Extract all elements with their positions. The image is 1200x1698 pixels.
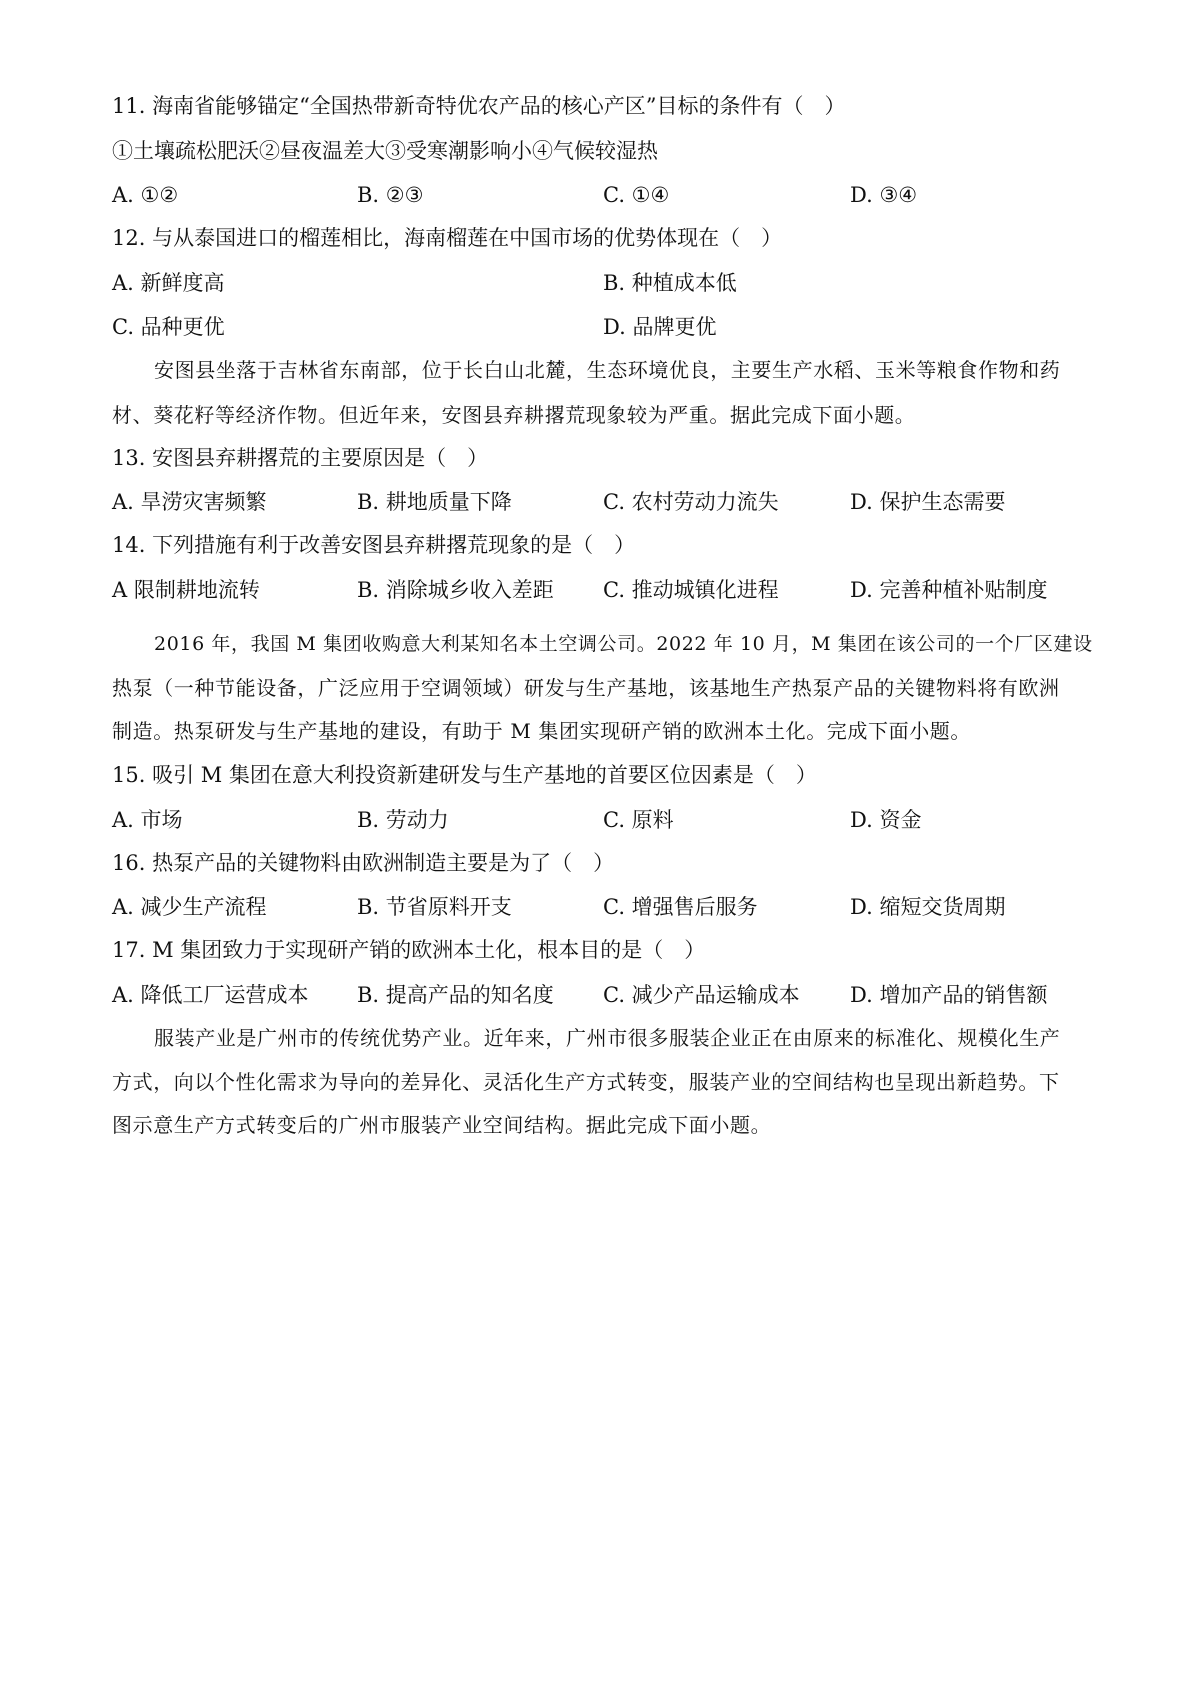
q14-option-a: A 限制耕地流转 bbox=[112, 578, 260, 602]
q13-option-a: A. 旱涝灾害频繁 bbox=[112, 490, 267, 514]
q12-option-a: A. 新鲜度高 bbox=[112, 271, 225, 295]
q13-stem: 13. 安图县弃耕撂荒的主要原因是（ ） bbox=[112, 446, 489, 470]
q16-option-a: A. 减少生产流程 bbox=[112, 895, 267, 919]
q17-option-b: B. 提高产品的知名度 bbox=[357, 983, 554, 1007]
q16-option-d: D. 缩短交货周期 bbox=[850, 895, 1006, 919]
passage-m-line-3: 制造。热泵研发与生产基地的建设，有助于 M 集团实现研产销的欧洲本土化。完成下面小题。 bbox=[112, 719, 971, 743]
passage-gz-line-1: 服装产业是广州市的传统优势产业。近年来，广州市很多服装企业正在由原来的标准化、规模化生产 bbox=[154, 1026, 1061, 1050]
q17-option-a: A. 降低工厂运营成本 bbox=[112, 983, 309, 1007]
q15-option-d: D. 资金 bbox=[850, 808, 922, 832]
q12-option-c: C. 品种更优 bbox=[112, 315, 225, 339]
q15-stem: 15. 吸引 M 集团在意大利投资新建研发与生产基地的首要区位因素是（ ） bbox=[112, 763, 817, 787]
q14-option-d: D. 完善种植补贴制度 bbox=[850, 578, 1048, 602]
q12-stem: 12. 与从泰国进口的榴莲相比，海南榴莲在中国市场的优势体现在（ ） bbox=[112, 226, 783, 250]
q17-option-c: C. 减少产品运输成本 bbox=[603, 983, 800, 1007]
q13-option-c: C. 农村劳动力流失 bbox=[603, 490, 779, 514]
q15-option-a: A. 市场 bbox=[112, 808, 183, 832]
passage-m-line-2: 热泵（一种节能设备，广泛应用于空调领域）研发与生产基地，该基地生产热泵产品的关键物料将有欧洲 bbox=[112, 676, 1060, 700]
q15-option-b: B. 劳动力 bbox=[357, 808, 449, 832]
q14-option-c: C. 推动城镇化进程 bbox=[603, 578, 779, 602]
q13-option-d: D. 保护生态需要 bbox=[850, 490, 1006, 514]
q11-option-c: C. ①④ bbox=[603, 183, 670, 207]
passage-gz-line-2: 方式，向以个性化需求为导向的差异化、灵活化生产方式转变，服装产业的空间结构也呈现出新趋势。下 bbox=[112, 1070, 1060, 1094]
q11-option-a: A. ①② bbox=[112, 183, 179, 207]
q11-stem: 11. 海南省能够锚定“全国热带新奇特优农产品的核心产区”目标的条件有（ ） bbox=[112, 94, 846, 118]
q12-option-d: D. 品牌更优 bbox=[603, 315, 717, 339]
q13-option-b: B. 耕地质量下降 bbox=[357, 490, 512, 514]
q15-option-c: C. 原料 bbox=[603, 808, 674, 832]
passage-antu-line-1: 安图县坐落于吉林省东南部，位于长白山北麓，生态环境优良，主要生产水稻、玉米等粮食作物和药 bbox=[154, 358, 1061, 382]
q16-stem: 16. 热泵产品的关键物料由欧洲制造主要是为了（ ） bbox=[112, 851, 615, 875]
q11-statements: ①土壤疏松肥沃②昼夜温差大③受寒潮影响小④气候较湿热 bbox=[112, 139, 658, 163]
q12-option-b: B. 种植成本低 bbox=[603, 271, 737, 295]
q16-option-c: C. 增强售后服务 bbox=[603, 895, 758, 919]
q17-stem: 17. M 集团致力于实现研产销的欧洲本土化，根本目的是（ ） bbox=[112, 938, 706, 962]
q14-option-b: B. 消除城乡收入差距 bbox=[357, 578, 554, 602]
q16-option-b: B. 节省原料开支 bbox=[357, 895, 512, 919]
passage-m-line-1: 2016 年，我国 M 集团收购意大利某知名本土空调公司。2022 年 10 月，M 集团在该公司的一个厂区建设 bbox=[154, 633, 1093, 655]
q11-option-b: B. ②③ bbox=[357, 183, 424, 207]
q17-option-d: D. 增加产品的销售额 bbox=[850, 983, 1048, 1007]
passage-antu-line-2: 材、葵花籽等经济作物。但近年来，安图县弃耕撂荒现象较为严重。据此完成下面小题。 bbox=[112, 403, 916, 427]
q11-option-d: D. ③④ bbox=[850, 183, 918, 207]
passage-gz-line-3: 图示意生产方式转变后的广州市服装产业空间结构。据此完成下面小题。 bbox=[112, 1113, 772, 1137]
q14-stem: 14. 下列措施有利于改善安图县弃耕撂荒现象的是（ ） bbox=[112, 533, 636, 557]
